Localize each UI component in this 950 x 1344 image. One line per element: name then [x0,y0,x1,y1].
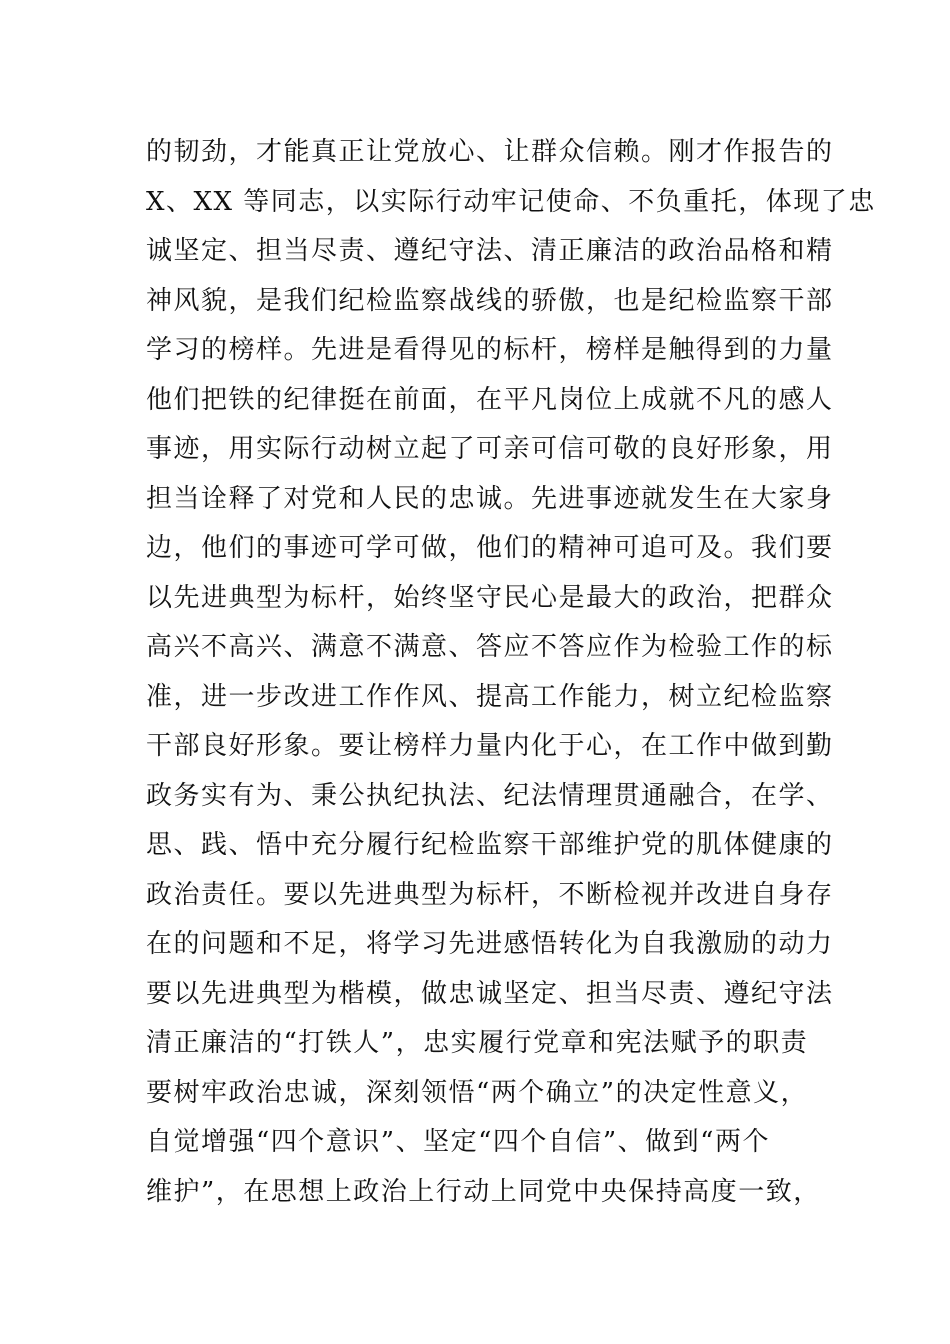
text-line: 自觉增强“四个意识”、坚定“四个自信”、做到“两个 [146,1127,770,1157]
text-line: 政治责任。要以先进典型为标杆，不断检视并改进自身存 [146,879,834,910]
text-line: X、XX 等同志，以实际行动牢记使命、不负重托，体现了忠 [146,186,876,217]
text-line: 准，进一步改进工作作风、提高工作能力，树立纪检监察 [146,681,834,712]
text-line: 担当诠释了对党和人民的忠诚。先进事迹就发生在大家身 [146,483,834,514]
text-line: 神风貌，是我们纪检监察战线的骄傲，也是纪检监察干部 [146,285,834,316]
text-line: 以先进典型为标杆，始终坚守民心是最大的政治，把群众 [146,582,834,613]
text-line: 要树牢政治忠诚，深刻领悟“两个确立”的决定性意义， [146,1077,809,1108]
text-line: 干部良好形象。要让榜样力量内化于心，在工作中做到勤 [146,731,834,761]
text-line: 在的问题和不足，将学习先进感悟转化为自我激励的动力 [146,929,834,959]
text-line: 学习的榜样。先进是看得见的标杆，榜样是触得到的力量 [146,335,834,365]
text-line: 的韧劲，才能真正让党放心、让群众信赖。刚才作报告的 [146,137,834,167]
text-line: 边，他们的事迹可学可做，他们的精神可追可及。我们要 [146,533,834,563]
text-line: 事迹，用实际行动树立起了可亲可信可敬的良好形象，用 [146,434,834,464]
text-line: 政务实有为、秉公执纪执法、纪法情理贯通融合，在学、 [146,780,834,811]
text-line: 思、践、悟中充分履行纪检监察干部维护党的肌体健康的 [146,830,834,860]
text-line: 清正廉洁的“打铁人”，忠实履行党章和宪法赋予的职责 [146,1028,809,1058]
body-text [146,128,876,1217]
text-line: 诚坚定、担当尽责、遵纪守法、清正廉洁的政治品格和精 [146,236,834,266]
text-line: 要以先进典型为楷模，做忠诚坚定、担当尽责、遵纪守法 [146,978,834,1009]
text-line: 高兴不高兴、满意不满意、答应不答应作为检验工作的标 [146,632,834,662]
text-line: 维护”，在思想上政治上行动上同党中央保持高度一致， [146,1176,821,1207]
text-line: 他们把铁的纪律挺在前面，在平凡岗位上成就不凡的感人 [146,384,834,415]
